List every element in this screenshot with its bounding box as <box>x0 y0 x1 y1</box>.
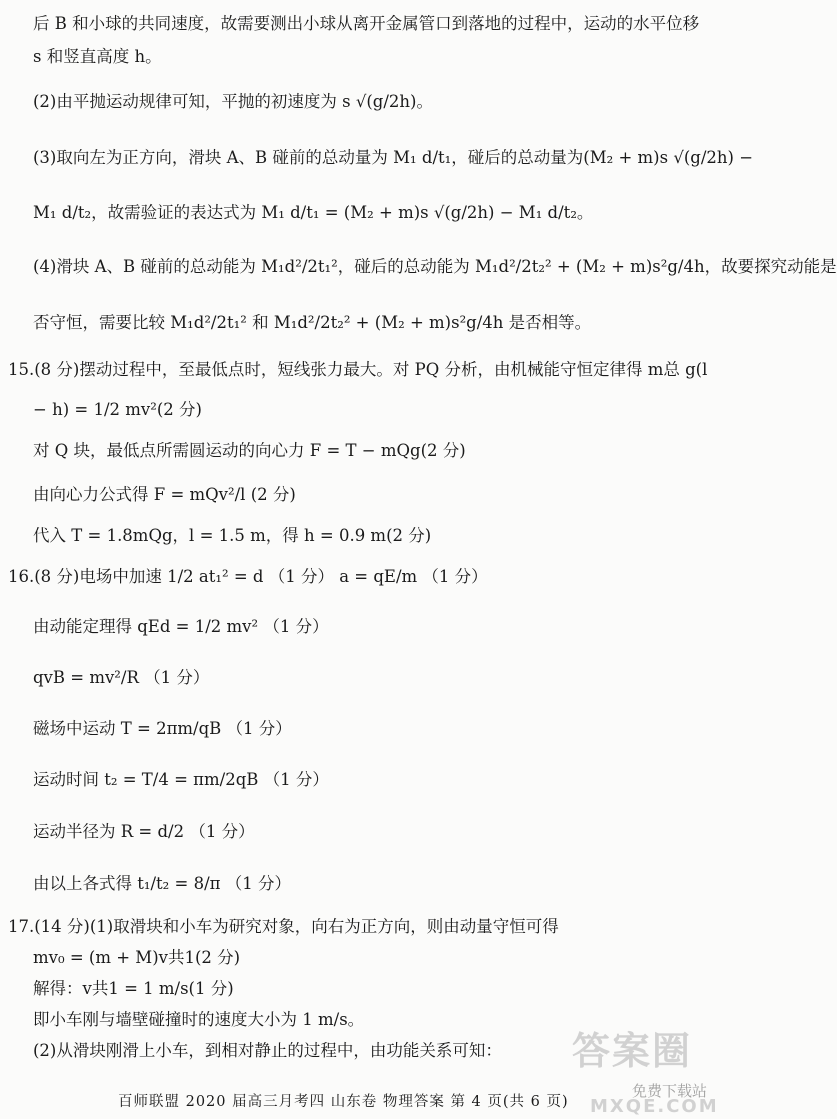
answer-line-20 <box>8 917 559 937</box>
answer-line-17 <box>33 770 329 790</box>
answer-line-4-text: (3)取向左为正方向，滑块 A、B 碰前的总动量为 M₁ d/t₁，碰后的总动量为(M₂ + m)s √(g/2h) − <box>33 148 754 167</box>
page-footer: 百师联盟 2020 届高三月考四 山东卷 物理答案 第 4 页(共 6 页) <box>118 1094 569 1110</box>
answer-line-8 <box>8 360 707 380</box>
answer-line-3-text: (2)由平抛运动规律可知，平抛的初速度为 s √(g/2h)。 <box>33 92 433 111</box>
answer-line-22-text: 解得：v共1 = 1 m/s(1 分) <box>33 979 234 998</box>
answer-line-16-text: 磁场中运动 T = 2πm/qB （1 分） <box>33 719 292 738</box>
answer-line-14-text: 由动能定理得 qEd = 1/2 mv² （1 分） <box>33 617 329 636</box>
answer-line-5 <box>33 203 593 223</box>
answer-line-17-text: 运动时间 t₂ = T/4 = πm/2qB （1 分） <box>33 770 329 789</box>
answer-line-10-text: 对 Q 块，最低点所需圆运动的向心力 F = T − mQg(2 分) <box>33 441 466 460</box>
answer-line-11 <box>33 485 296 505</box>
answer-line-21 <box>33 948 240 968</box>
answer-line-20-text: 17.(14 分)(1)取滑块和小车为研究对象，向右为正方向，则由动量守恒可得 <box>8 917 559 936</box>
answer-line-15 <box>33 668 209 688</box>
answer-line-5-text: M₁ d/t₂，故需验证的表达式为 M₁ d/t₁ = (M₂ + m)s √(g/2h) − M₁ d/t₂。 <box>33 203 594 222</box>
answer-line-2 <box>33 47 162 67</box>
answer-line-2-text: s 和竖直高度 h。 <box>33 47 162 66</box>
answer-line-21-text: mv₀ = (m + M)v共1(2 分) <box>33 948 241 967</box>
answer-line-13-text: 16.(8 分)电场中加速 1/2 at₁² = d （1 分） a = qE/m （1 分） <box>8 567 488 586</box>
answer-line-22 <box>33 979 234 999</box>
answer-line-9-text: − h) = 1/2 mv²(2 分) <box>33 400 202 419</box>
answer-line-9 <box>33 400 202 420</box>
answer-line-18 <box>33 822 255 842</box>
answer-line-13 <box>8 567 488 587</box>
answer-line-16 <box>33 719 292 739</box>
answer-line-14 <box>33 617 329 637</box>
answer-line-7 <box>33 313 591 333</box>
answer-line-19-text: 由以上各式得 t₁/t₂ = 8/π （1 分） <box>33 874 291 893</box>
answer-line-15-text: qvB = mv²/R （1 分） <box>33 668 210 687</box>
answer-line-4 <box>33 148 753 168</box>
answer-line-24-text: (2)从滑块刚滑上小车，到相对静止的过程中，由功能关系可知： <box>33 1041 502 1060</box>
answer-line-1-text: 后 B 和小球的共同速度，故需要测出小球从离开金属管口到落地的过程中，运动的水平位移 <box>33 14 700 33</box>
watermark-logo-text: 答案圈 <box>572 1029 693 1073</box>
answer-line-12-text: 代入 T = 1.8mQg，l = 1.5 m，得 h = 0.9 m(2 分) <box>33 526 432 545</box>
answer-line-7-text: 否守恒，需要比较 M₁d²/2t₁² 和 M₁d²/2t₂² + (M₂ + m)s²g/4h 是否相等。 <box>33 313 592 332</box>
answer-line-12 <box>33 526 431 546</box>
answer-line-24 <box>33 1041 502 1061</box>
answer-line-1 <box>33 14 699 34</box>
answer-line-19 <box>33 874 291 894</box>
answer-line-10 <box>33 441 466 461</box>
watermark-domain-text: MXQE.COM <box>590 1096 719 1117</box>
answer-line-23 <box>33 1010 364 1030</box>
answer-line-18-text: 运动半径为 R = d/2 （1 分） <box>33 822 255 841</box>
answer-line-11-text: 由向心力公式得 F = mQv²/l (2 分) <box>33 485 296 504</box>
answer-line-3 <box>33 92 433 112</box>
answer-line-6 <box>33 257 837 277</box>
answer-line-23-text: 即小车刚与墙壁碰撞时的速度大小为 1 m/s。 <box>33 1010 365 1029</box>
answer-line-6-text: (4)滑块 A、B 碰前的总动能为 M₁d²/2t₁²，碰后的总动能为 M₁d²/2t₂² + (M₂ + m)s²g/4h，故要探究动能是 <box>33 257 837 276</box>
watermark-site-text: 免费下载站 <box>632 1082 708 1100</box>
answer-line-8-text: 15.(8 分)摆动过程中，至最低点时，短线张力最大。对 PQ 分析，由机械能守恒定律得 m总 g(l <box>8 360 708 379</box>
